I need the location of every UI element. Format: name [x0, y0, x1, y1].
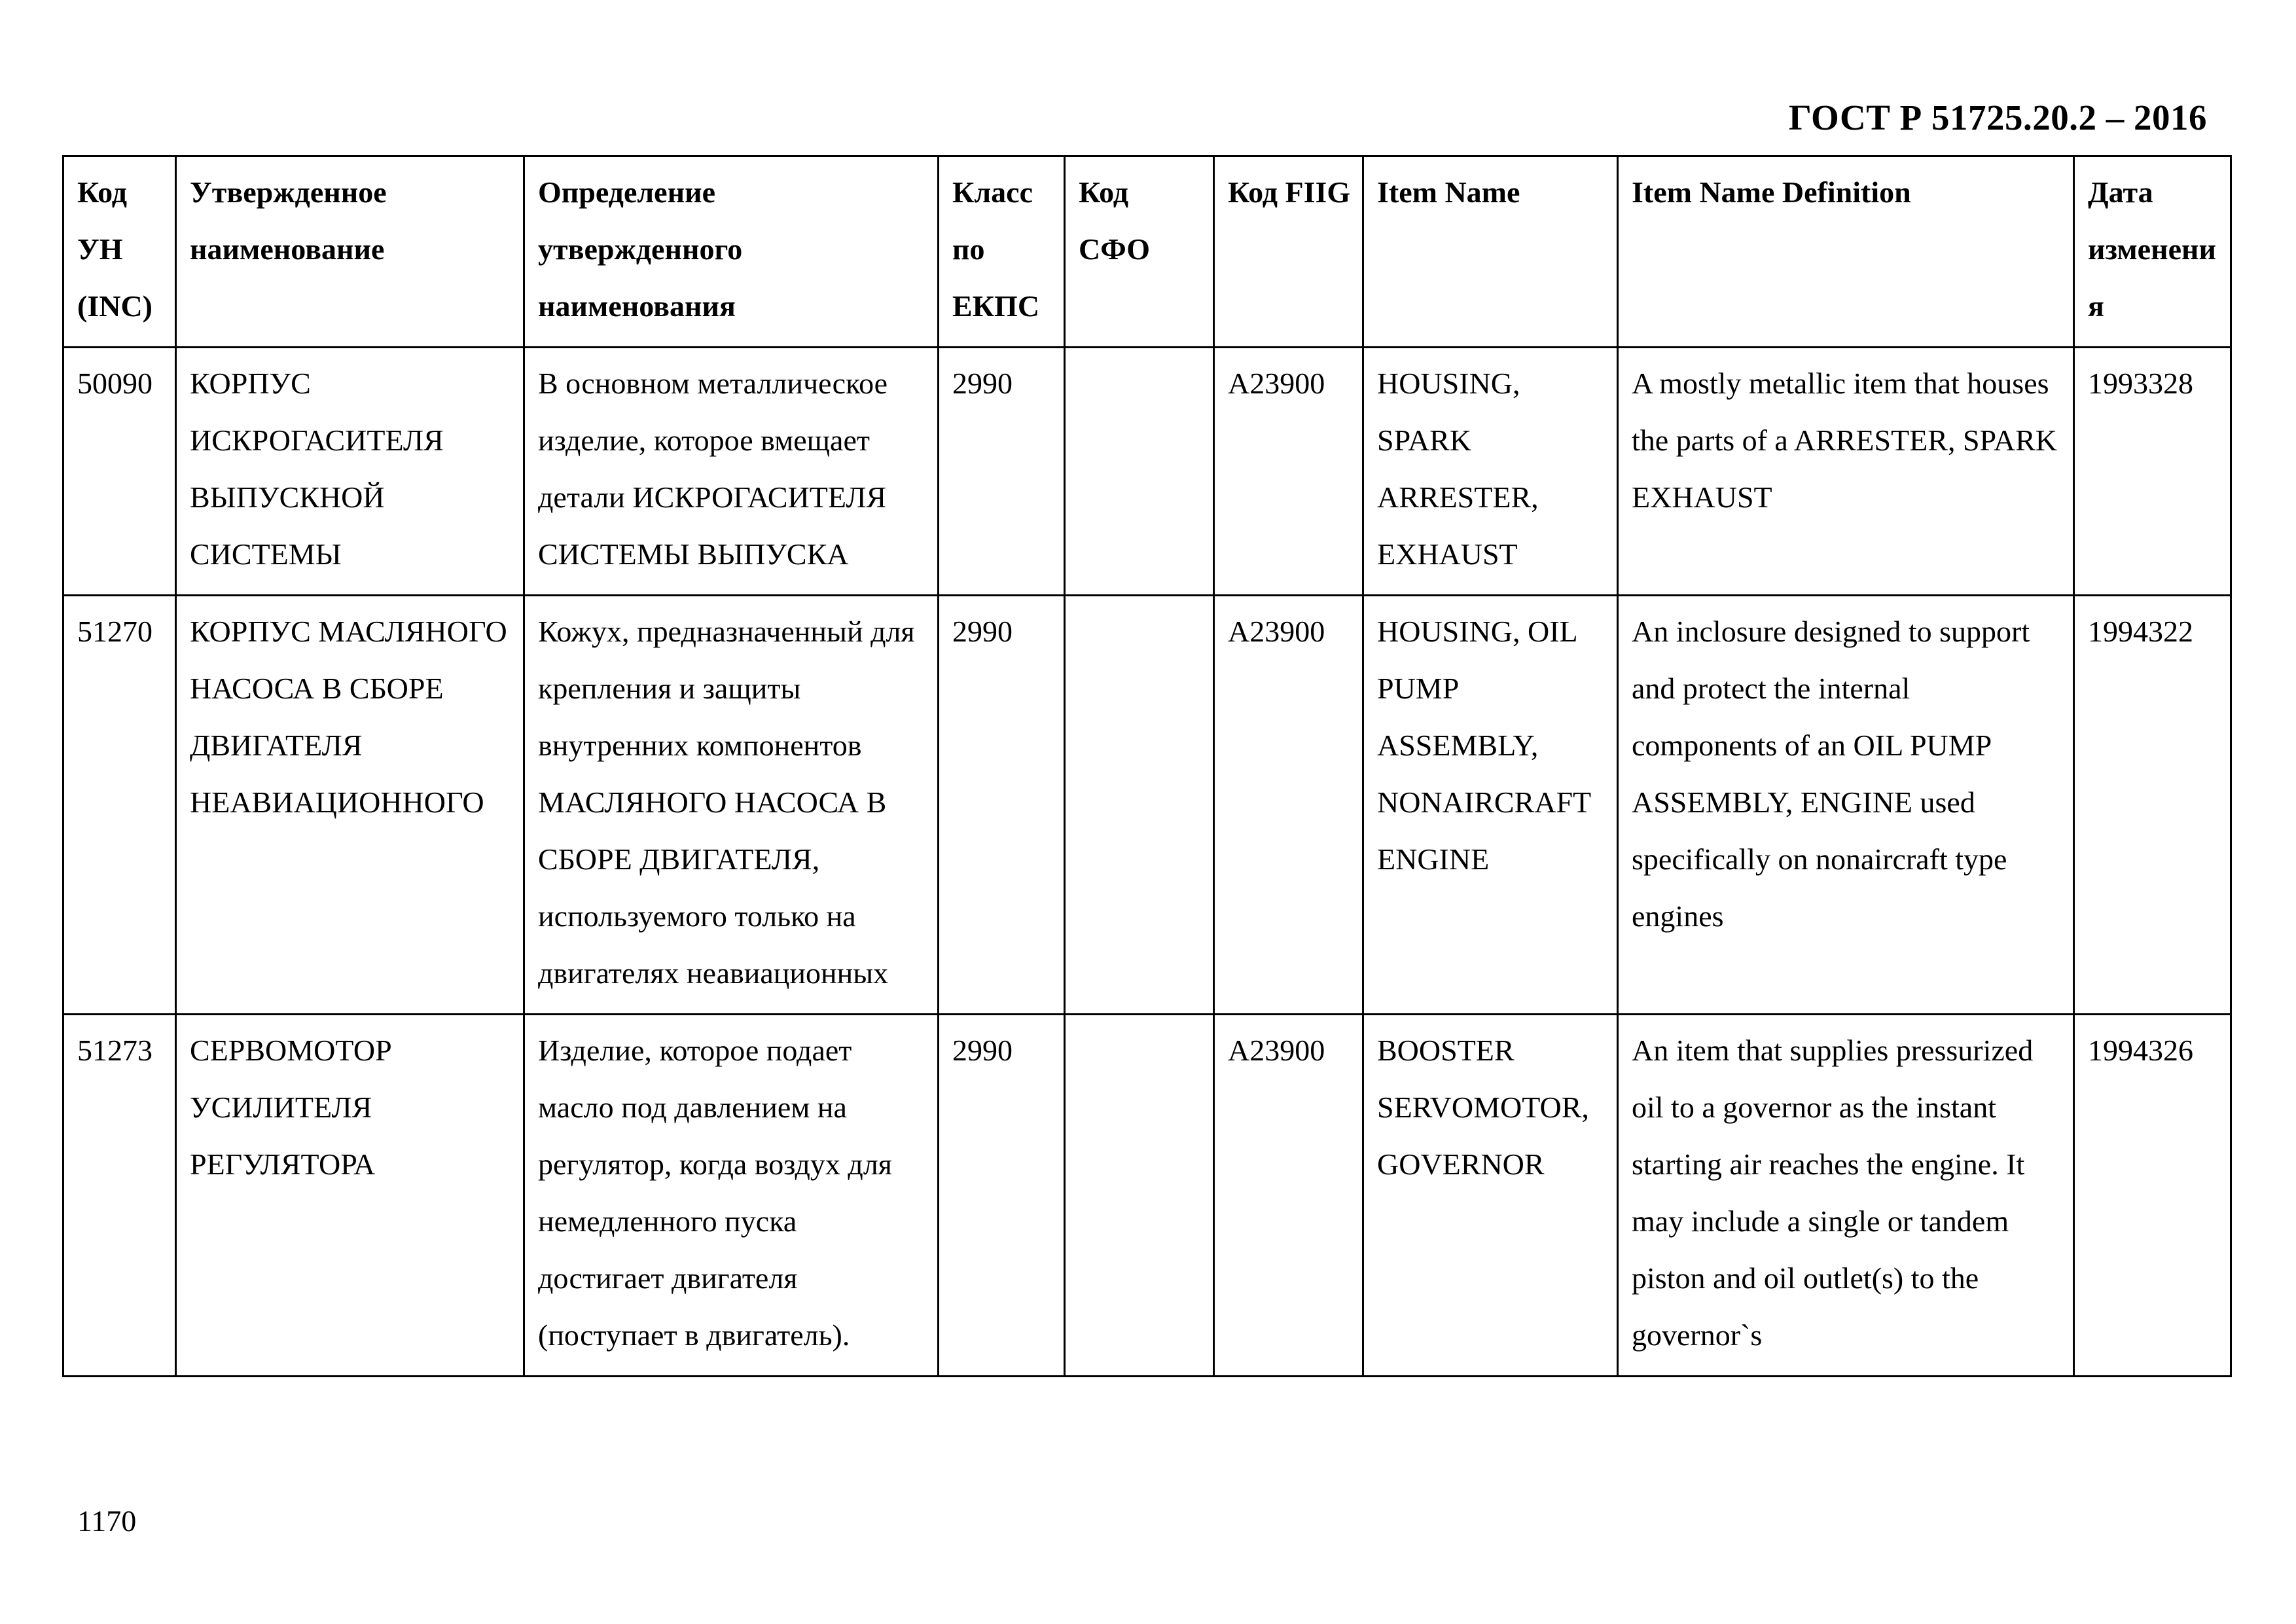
- classification-table: [62, 155, 2232, 1377]
- cell-approved-name: КОРПУС ИСКРОГАСИТЕЛЯ ВЫПУСКНОЙ СИСТЕМЫ: [176, 348, 524, 596]
- cell-definition: Изделие, которое подает масло под давлением на регулятор, когда воздух для немедленного пуска достигает двигателя (поступает в двигатель).: [524, 1015, 939, 1377]
- cell-item-definition: An item that supplies pressurized oil to a governor as the instant starting air reaches the engine. It may include a single or tandem piston and oil outlet(s) to the governor`s: [1618, 1015, 2074, 1377]
- table-row: [63, 1015, 2231, 1377]
- cell-sfo: [1065, 348, 1214, 596]
- column-header-date: Дата изменения: [2074, 156, 2231, 348]
- column-header-fiig: Код FIIG: [1214, 156, 1363, 348]
- table-row: [63, 348, 2231, 596]
- column-header-item-definition: Item Name Definition: [1618, 156, 2074, 348]
- column-header-class: Класс по ЕКПС: [939, 156, 1065, 348]
- column-header-item-name: Item Name: [1363, 156, 1618, 348]
- cell-fiig: A23900: [1214, 1015, 1363, 1377]
- cell-definition: В основном металлическое изделие, которое вмещает детали ИСКРОГАСИТЕЛЯ СИСТЕМЫ ВЫПУСКА: [524, 348, 939, 596]
- cell-sfo: [1065, 1015, 1214, 1377]
- cell-date: 1993328: [2074, 348, 2231, 596]
- cell-code: 51273: [63, 1015, 176, 1377]
- cell-class: 2990: [939, 348, 1065, 596]
- cell-item-name: HOUSING, SPARK ARRESTER, EXHAUST: [1363, 348, 1618, 596]
- cell-item-name: HOUSING, OIL PUMP ASSEMBLY, NONAIRCRAFT ENGINE: [1363, 596, 1618, 1015]
- column-header-sfo: Код СФО: [1065, 156, 1214, 348]
- cell-definition: Кожух, предназначенный для крепления и защиты внутренних компонентов МАСЛЯНОГО НАСОСА В СБОРЕ ДВИГАТЕЛЯ, используемого только на двигателях неавиационных: [524, 596, 939, 1015]
- standard-header: ГОСТ Р 51725.20.2 – 2016: [1788, 98, 2207, 137]
- cell-fiig: A23900: [1214, 596, 1363, 1015]
- cell-sfo: [1065, 596, 1214, 1015]
- cell-approved-name: КОРПУС МАСЛЯНОГО НАСОСА В СБОРЕ ДВИГАТЕЛЯ НЕАВИАЦИОННОГО: [176, 596, 524, 1015]
- cell-date: 1994322: [2074, 596, 2231, 1015]
- cell-item-definition: An inclosure designed to support and protect the internal components of an OIL PUMP ASSEMBLY, ENGINE used specifically on nonaircraft type engines: [1618, 596, 2074, 1015]
- cell-code: 50090: [63, 348, 176, 596]
- table-header-row: [63, 156, 2231, 348]
- page-number: 1170: [77, 1504, 137, 1538]
- cell-item-definition: A mostly metallic item that houses the parts of a ARRESTER, SPARK EXHAUST: [1618, 348, 2074, 596]
- cell-class: 2990: [939, 1015, 1065, 1377]
- cell-approved-name: СЕРВОМОТОР УСИЛИТЕЛЯ РЕГУЛЯТОРА: [176, 1015, 524, 1377]
- column-header-code: Код УН (INC): [63, 156, 176, 348]
- cell-item-name: BOOSTER SERVOMOTOR, GOVERNOR: [1363, 1015, 1618, 1377]
- column-header-definition: Определение утвержденного наименования: [524, 156, 939, 348]
- table-row: [63, 596, 2231, 1015]
- cell-fiig: A23900: [1214, 348, 1363, 596]
- column-header-approved-name: Утвержденное наименование: [176, 156, 524, 348]
- cell-date: 1994326: [2074, 1015, 2231, 1377]
- cell-class: 2990: [939, 596, 1065, 1015]
- cell-code: 51270: [63, 596, 176, 1015]
